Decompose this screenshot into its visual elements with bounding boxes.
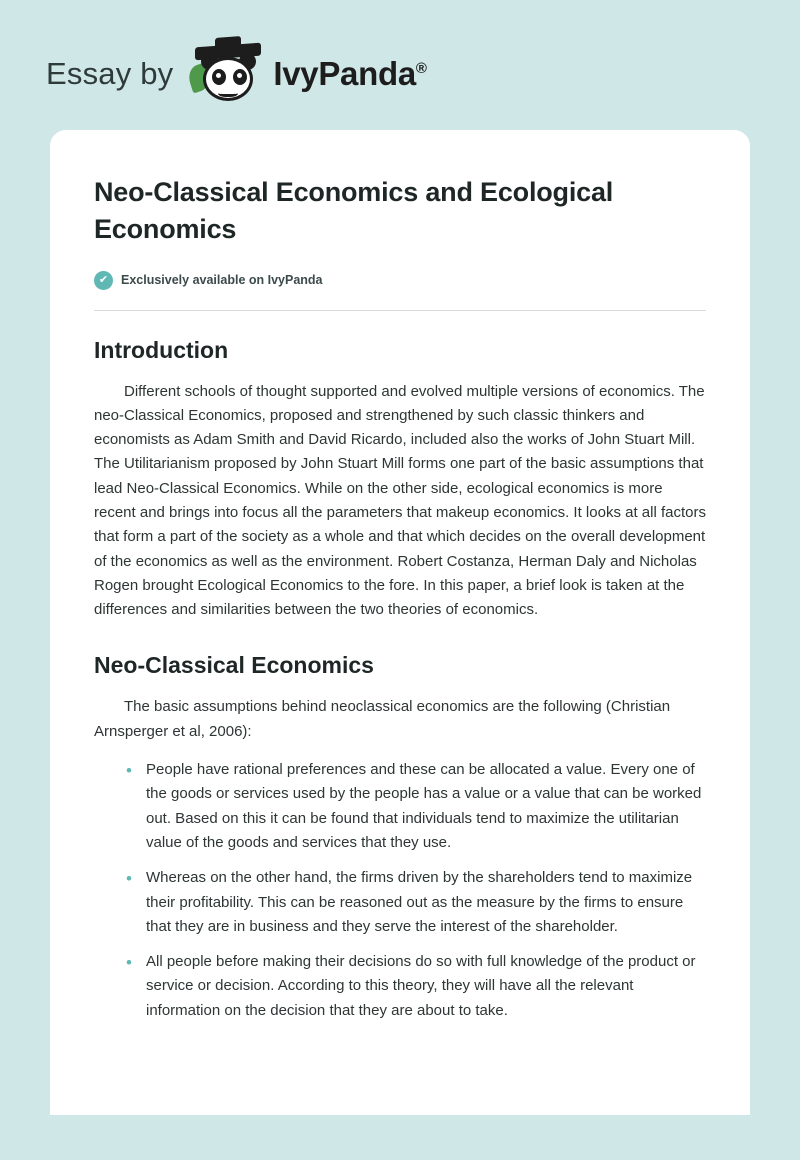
divider xyxy=(94,310,706,311)
list-item: • People have rational preferences and these can be allocated a value. Every one of the goods or services used by the people has a value or a value that can be worked out. Based on this it can be found that individuals tend to maximize the utilitarian value of the goods and services that they use. xyxy=(146,758,706,855)
registered-mark: ® xyxy=(415,60,427,77)
section-paragraph: The basic assumptions behind neoclassical economics are the following (Christian Arnsperger et al, 2006): xyxy=(94,698,671,740)
brand-prefix: Essay by xyxy=(46,56,174,91)
exclusive-badge xyxy=(94,271,706,290)
panda-graduate-icon xyxy=(187,43,271,105)
page-title: Neo-Classical Economics and Ecological Economics xyxy=(94,177,614,245)
ivypanda-logo[interactable] xyxy=(187,43,426,105)
section-heading-introduction: Introduction xyxy=(94,336,229,363)
document-card xyxy=(50,130,750,1115)
list-item: • Whereas on the other hand, the firms driven by the shareholders tend to maximize their profitability. This can be reasoned out as the measure by the firms to ensure that they are in business and they serve the interest of the shareholder. xyxy=(146,866,706,939)
brand-name xyxy=(273,55,426,93)
assumptions-list xyxy=(94,758,706,1023)
check-circle-icon: ✔ xyxy=(94,271,113,290)
brand-header xyxy=(0,0,800,112)
status-badge: Exclusively available on IvyPanda xyxy=(121,273,323,287)
brand-name-text: IvyPanda xyxy=(273,55,416,92)
section-paragraph: Different schools of thought supported and evolved multiple versions of economics. The neo-Classical Economics, proposed and strengthened by such classic thinkers and economists as Adam Smith and David Ricardo, included also the works of John Stuart Mill. The Utilitarianism proposed by John Stuart Mill forms one part of the basic assumptions that lead Neo-Classical Economics. While on the other side, ecological economics is more recent and brings into focus all the parameters that makeup economics. It looks at all factors that form a part of the society as a whole and that which decides on the overall development of the economics as well as the environment. Robert Costanza, Herman Daly and Nicholas Rogen brought Ecological Economics to the fore. In this paper, a brief look is taken at the differences and similarities between the two theories of economics. xyxy=(94,382,706,619)
section-heading-neo-classical-economics: Neo-Classical Economics xyxy=(94,652,374,679)
list-item: • All people before making their decisions do so with full knowledge of the product or service or decision. According to this theory, they will have all the relevant information on the decision that they are about to take. xyxy=(146,950,706,1023)
